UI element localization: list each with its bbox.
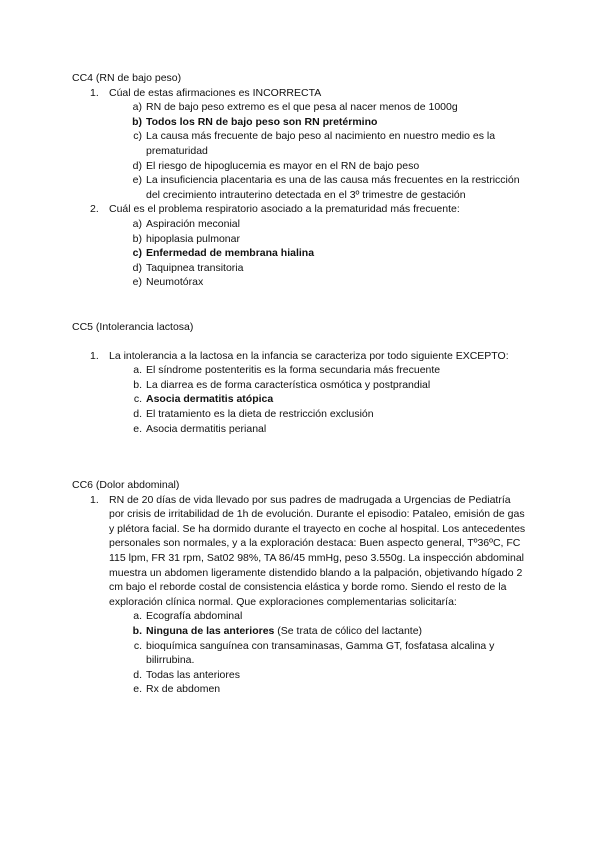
case-cc5 (72, 320, 528, 436)
option-a (72, 100, 528, 115)
option-label: d. (133, 668, 142, 681)
option-label: e. (133, 683, 142, 696)
option-list (72, 100, 528, 202)
question-text: Cuál es el problema respiratorio asociado a la prematuridad más frecuente: (109, 203, 460, 216)
option-label: d) (132, 261, 142, 274)
question-1 (72, 349, 528, 364)
option-text: Rx de abdomen (146, 683, 221, 696)
option-list (72, 217, 528, 290)
option-b (72, 232, 528, 247)
option-label: c. (133, 639, 142, 652)
option-e (72, 422, 528, 437)
spacer (72, 335, 528, 349)
option-d (72, 407, 528, 422)
question-number: 2. (90, 203, 99, 216)
question-number: 1. (90, 86, 99, 99)
option-label: e. (133, 422, 142, 435)
option-label: d. (133, 407, 142, 420)
option-label: e) (132, 174, 142, 187)
option-text: RN de bajo peso extremo es el que pesa al nacer menos de 1000g (146, 101, 458, 114)
option-label: a. (133, 364, 142, 377)
question-1 (72, 86, 528, 101)
option-text: El tratamiento es la dieta de restricción exclusión (146, 407, 374, 420)
option-text: Taquipnea transitoria (146, 261, 244, 274)
option-label: c. (133, 393, 142, 406)
option-b-correct (72, 624, 528, 639)
option-e (72, 173, 528, 202)
option-text: Ecografía abdominal (146, 610, 243, 623)
option-label: c) (133, 130, 142, 143)
option-text: Neumotórax (146, 276, 204, 289)
option-label: b. (133, 378, 142, 391)
option-text: Asocia dermatitis perianal (146, 422, 267, 435)
option-d (72, 159, 528, 174)
option-b-correct (72, 115, 528, 130)
option-label: a) (132, 101, 142, 114)
option-e (72, 682, 528, 697)
question-text: RN de 20 días de vida llevado por sus padres de madrugada a Urgencias de Pediatría por crisis de irritabilidad de 1h de evolución. Durante el episodio: Pataleo, emisión de gas y plétora facial. Se ha dormido durante el trayecto en coche al hospital. Los antecedentes personales son normales, y a la exploración destaca: Buen aspecto general, Tº36ºC, FC 115 lpm, FR 31 rpm, Sat02 98%, TA 86/45 mmHg, peso 3.550g. La inspección abdominal muestra un abdomen ligeramente distendido blando a la palpación, objetivando hígado 2 cm bajo el reborde costal de consistencia elástica y borde romo. Siendo el resto de la exploración clínica normal. Que exploraciones complementarias solicitaría: (109, 493, 526, 608)
option-text: La insuficiencia placentaria es una de las causa más frecuentes en la restricción del crecimiento intrauterino detectada en el 3º trimestre de gestación (146, 174, 520, 201)
option-c-correct (72, 392, 528, 407)
option-note: (Se trata de cólico del lactante) (274, 624, 423, 637)
option-a (72, 609, 528, 624)
case-title: CC6 (Dolor abdominal) (72, 479, 180, 491)
option-list (72, 363, 528, 436)
question-2 (72, 202, 528, 217)
option-text: El síndrome postenteritis es la forma secundaria más frecuente (146, 364, 441, 377)
option-text: El riesgo de hipoglucemia es mayor en el RN de bajo peso (146, 159, 420, 172)
option-c (72, 639, 528, 668)
option-c (72, 129, 528, 158)
question-number: 1. (90, 349, 99, 362)
option-label: a) (132, 217, 142, 230)
option-text: Asocia dermatitis atópica (146, 393, 274, 406)
option-c-correct (72, 246, 528, 261)
option-a (72, 363, 528, 378)
case-cc4 (72, 71, 528, 290)
option-b (72, 378, 528, 393)
option-list (72, 609, 528, 697)
option-a (72, 217, 528, 232)
question-number: 1. (90, 493, 99, 506)
question-text: La intolerancia a la lactosa en la infancia se caracteriza por todo siguiente EXCEPTO: (109, 349, 509, 362)
option-text: Aspiración meconial (146, 217, 240, 230)
option-text: Enfermedad de membrana hialina (146, 247, 315, 260)
option-d (72, 668, 528, 683)
option-label: b) (132, 232, 142, 245)
option-text: La diarrea es de forma característica osmótica y postprandial (146, 378, 431, 391)
question-1 (72, 493, 528, 610)
option-text: Todos los RN de bajo peso son RN pretérmino (146, 115, 378, 128)
case-title: CC5 (Intolerancia lactosa) (72, 321, 194, 333)
option-text: Todas las anteriores (146, 668, 240, 681)
option-text: La causa más frecuente de bajo peso al nacimiento en nuestro medio es la prematuridad (146, 130, 496, 157)
option-label: d) (132, 159, 142, 172)
option-label: e) (132, 276, 142, 289)
option-label: b. (132, 624, 142, 637)
case-cc6 (72, 478, 528, 697)
option-text: Ninguna de las anteriores (146, 624, 275, 637)
option-label: c) (132, 247, 142, 260)
case-title: CC4 (RN de bajo peso) (72, 72, 182, 84)
option-d (72, 261, 528, 276)
option-label: a. (133, 610, 142, 623)
option-label: b) (132, 115, 142, 128)
option-text: hipoplasia pulmonar (146, 232, 240, 245)
option-e (72, 275, 528, 290)
question-text: Cúal de estas afirmaciones es INCORRECTA (109, 86, 322, 99)
option-text: bioquímica sanguínea con transaminasas, Gamma GT, fosfatasa alcalina y bilirrubina. (146, 639, 495, 667)
